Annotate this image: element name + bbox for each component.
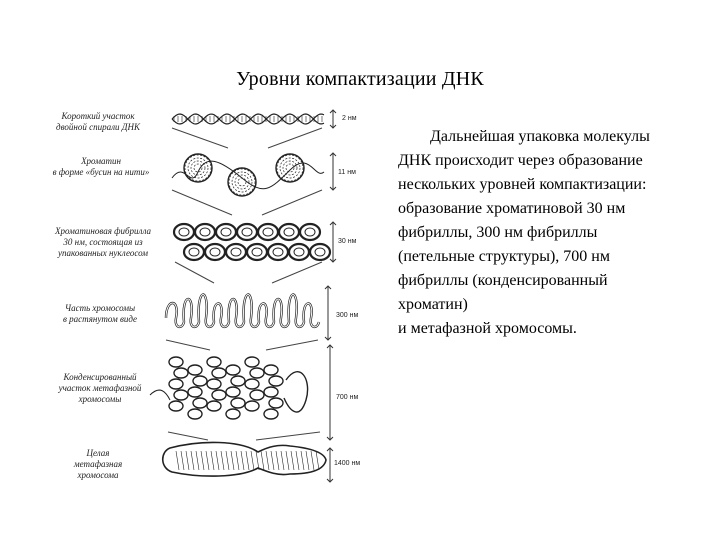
condensed-coil [169, 357, 183, 367]
packed-nucleosome-core [273, 248, 283, 256]
packed-nucleosome [174, 224, 194, 240]
condensed-coil [212, 390, 226, 400]
level-label-condensed-section: Конденсированный участок метафазной хромосомы [58, 372, 142, 404]
chromosome-texture [296, 451, 299, 470]
scale-label-30nm: 30 нм [338, 238, 357, 245]
condensed-coil [245, 401, 259, 411]
packed-nucleosome [195, 224, 215, 240]
packed-nucleosome [237, 224, 257, 240]
condensed-coil [264, 409, 278, 419]
paragraph-line: нескольких уровней компактизации: [398, 176, 647, 193]
level-label-beads-on-string: Хроматин в форме «бусин на нити» [52, 156, 150, 177]
packed-nucleosome-core [179, 228, 189, 236]
condensed-coil [231, 376, 245, 386]
condensed-coil [188, 409, 202, 419]
paragraph-line: образование хроматиновой 30 нм [398, 200, 626, 217]
paragraph-line: фибриллы (конденсированный [398, 272, 608, 289]
packed-nucleosome-core [305, 228, 315, 236]
chromosome-texture [201, 451, 204, 470]
nucleosome-coil [277, 155, 303, 181]
level-label-extended-section: Часть хромосомы в растянутом виде [62, 303, 138, 324]
packed-nucleosome [216, 224, 236, 240]
packed-nucleosome [279, 224, 299, 240]
packed-nucleosome [226, 244, 246, 260]
scale-label-11nm: 11 нм [338, 169, 356, 176]
scale-label-300nm: 300 нм [336, 312, 359, 319]
chromosome-texture [316, 451, 319, 470]
condensed-coil [245, 357, 259, 367]
chromosome-texture [231, 451, 234, 470]
packed-nucleosome-core [210, 248, 220, 256]
paragraph-line: Дальнейшая упаковка молекулы [430, 128, 650, 145]
scale-bars [325, 110, 336, 482]
chromosome-texture [216, 451, 219, 470]
packed-nucleosome-core [221, 228, 231, 236]
condensed-coil [269, 376, 283, 386]
packed-nucleosome [310, 244, 330, 260]
chromosome-texture [306, 451, 309, 470]
chromosome-texture [266, 451, 269, 470]
chromosome-texture [281, 451, 284, 470]
packed-nucleosome [289, 244, 309, 260]
condensed-coil [212, 368, 226, 378]
scale-label-2nm: 2 нм [342, 115, 357, 122]
nucleosome-coil [238, 178, 246, 186]
packed-nucleosome-core [284, 228, 294, 236]
condensed-coil [169, 379, 183, 389]
condensed-coil [250, 368, 264, 378]
nucleosome-coil [229, 169, 255, 195]
condensed-coil [264, 387, 278, 397]
condensed-coil [245, 379, 259, 389]
chromosome-texture [196, 451, 199, 470]
condensed-coil [207, 379, 221, 389]
chromosome-texture [261, 451, 264, 470]
connector-lines [166, 128, 322, 440]
packed-nucleosome [258, 224, 278, 240]
chromosome-texture [186, 451, 189, 470]
paragraph-line: хроматин) [398, 296, 468, 313]
packed-nucleosome [184, 244, 204, 260]
scale-label-700nm: 700 нм [336, 394, 359, 401]
condensed-coil [231, 398, 245, 408]
chromosome-texture [181, 451, 184, 470]
chromosome-texture [291, 451, 294, 470]
condensed-coil [188, 365, 202, 375]
paragraph-line: ДНК происходит через образование [398, 152, 643, 169]
condensed-coil [207, 401, 221, 411]
level-label-30nm-fiber: Хроматиновая фибрилла 30 нм, состоящая из упакованных нуклеосом [54, 226, 152, 258]
condensed-coil [188, 387, 202, 397]
condensed-tail [284, 372, 308, 412]
packed-nucleosome-core [231, 248, 241, 256]
scale-label-1400nm: 1400 нм [334, 460, 361, 467]
chromosome-texture [251, 451, 254, 470]
condensed-coil [174, 390, 188, 400]
chromosome-texture [256, 451, 259, 470]
chromosome-texture [311, 451, 314, 470]
condensed-coil [193, 398, 207, 408]
condensed-coil [264, 365, 278, 375]
packed-nucleosome-core [200, 228, 210, 236]
chromosome-texture [211, 451, 214, 470]
chromosome-texture [241, 451, 244, 470]
condensed-coil [193, 376, 207, 386]
packed-nucleosome [205, 244, 225, 260]
chromosome-texture [246, 451, 249, 470]
paragraph-line: фибриллы, 300 нм фибриллы [398, 224, 598, 241]
packed-nucleosome-core [242, 228, 252, 236]
condensed-coil [226, 409, 240, 419]
chromosome-texture [271, 451, 274, 470]
chromosome-texture [236, 451, 239, 470]
condensed-coil [169, 401, 183, 411]
nucleosome-coil [283, 161, 297, 175]
chromosome-texture [286, 451, 289, 470]
chromosome-texture [301, 451, 304, 470]
chromosome-texture [206, 451, 209, 470]
condensed-coil [250, 390, 264, 400]
packed-nucleosome-core [294, 248, 304, 256]
condensed-coil [174, 368, 188, 378]
condensed-tail [150, 390, 170, 400]
chromosome-texture [221, 451, 224, 470]
slide-title: Уровни компактизации ДНК [236, 68, 484, 90]
condensed-coil [207, 357, 221, 367]
packed-nucleosome-core [263, 228, 273, 236]
chromosome-texture [226, 451, 229, 470]
packed-nucleosome [268, 244, 288, 260]
level-label-metaphase-chromosome: Целая метафазная хромосома [73, 448, 123, 480]
nucleosome-coil [194, 164, 202, 172]
paragraph-line: и метафазной хромосомы. [398, 320, 577, 337]
packed-nucleosome [300, 224, 320, 240]
chromosome-texture [191, 451, 194, 470]
packed-nucleosome [247, 244, 267, 260]
packed-nucleosome-core [252, 248, 262, 256]
chromosome-texture [276, 451, 279, 470]
condensed-coil [269, 398, 283, 408]
nucleosome-coil [185, 155, 211, 181]
chromosome-texture [176, 451, 179, 470]
level-label-dna-helix: Короткий участок двойной спирали ДНК [56, 111, 140, 132]
condensed-coil [226, 365, 240, 375]
packed-nucleosome-core [189, 248, 199, 256]
paragraph-line: (петельные структуры), 700 нм [398, 248, 610, 265]
condensed-coil [226, 387, 240, 397]
packed-nucleosome-core [315, 248, 325, 256]
